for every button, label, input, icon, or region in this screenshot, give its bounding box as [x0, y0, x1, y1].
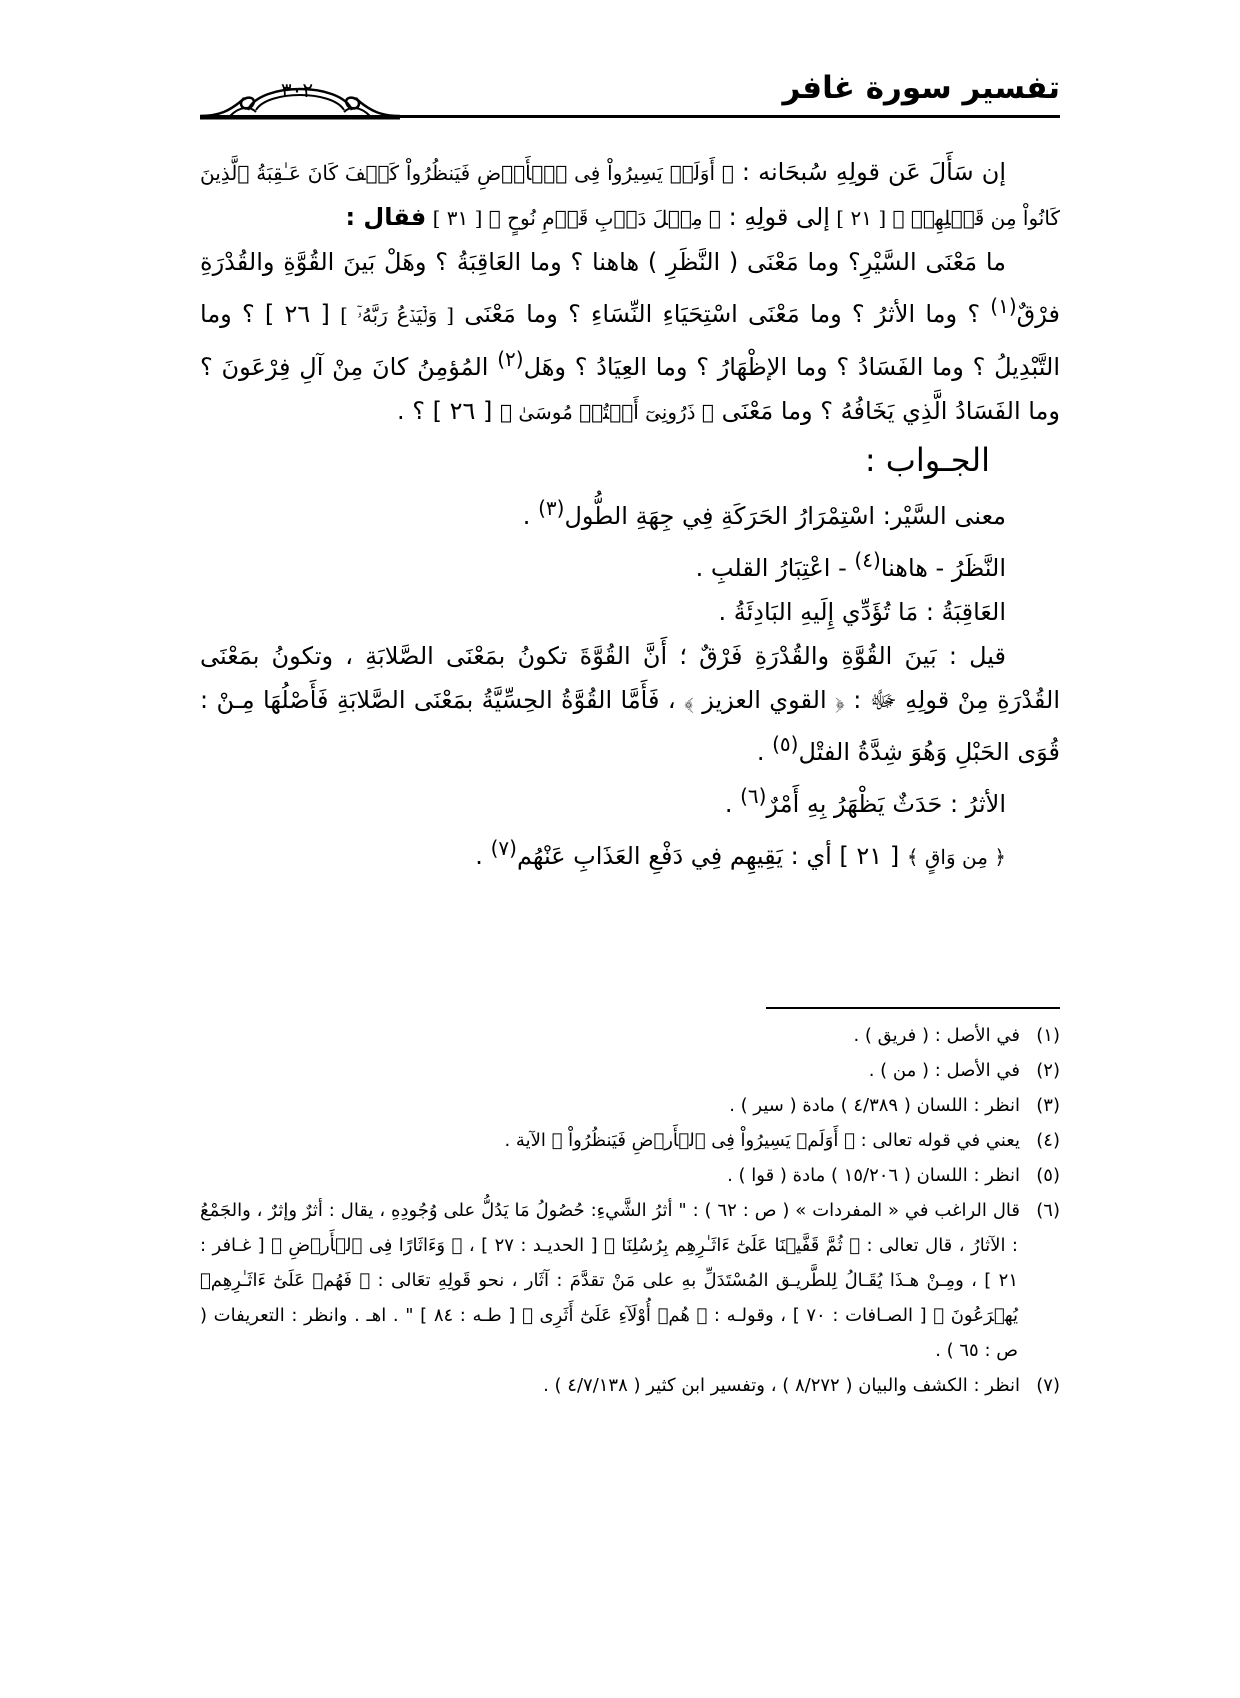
footnote-number: (١): [1036, 1025, 1060, 1046]
verse-quote: ﴿ أَوَلَمۡ يَسِيرُواْ فِى ٱلۡأَرۡضِ فَيَنظُرُواْ كَيۡفَ كَانَ عَـٰقِبَةُ ٱلَّذِينَ كَانُواْ مِن قَبۡلِهِمۡ ﴾: [200, 161, 1060, 230]
answer-quwwa-end: .: [756, 738, 773, 766]
footnote-text: انظر : اللسان ( ٤/٣٨٩ ) مادة ( سير ) .: [729, 1095, 1020, 1116]
answer-nazar-end: - اعْتِبَارُ القلبِ .: [695, 554, 855, 582]
header-title: تفسير سورة غافر: [782, 70, 1060, 106]
footnote-number: (٧): [1036, 1375, 1060, 1396]
footnote-1: [200, 1018, 1060, 1053]
footnote-ref-1: (١): [990, 294, 1017, 318]
answer-waq-end: .: [475, 842, 491, 870]
footnote-ref-3: (٣): [538, 496, 565, 520]
footnote-ref-4: (٤): [854, 548, 881, 572]
page-header: [200, 70, 1060, 120]
verse-quote-2: ﴿ مِثۡلَ دَأۡبِ قَوۡمِ نُوحٍ ﴾: [488, 206, 721, 230]
footnote-4: [200, 1123, 1060, 1158]
question-intro-text: إن سَأَلَ عَن قولِهِ سُبحَانه :: [733, 158, 1006, 186]
footnote-text: يعني في قوله تعالى : ﴿ أَوَلَمۡ يَسِيرُواْ فِى ٱلۡأَرۡضِ فَيَنظُرُواْ ﴾ الآية .: [504, 1130, 1020, 1151]
footnote-number: (٦): [1036, 1200, 1060, 1221]
footnote-ref-6: (٦): [740, 784, 767, 808]
questions-text-b: ؟ وما الأثرُ ؟ وما مَعْنَى اسْتِحَيَاءِ النِّسَاءِ ؟ وما مَعْنَى: [454, 300, 991, 328]
footnotes: [200, 1018, 1060, 1403]
footnote-5: [200, 1158, 1060, 1193]
verse-quote-4: ﴿ ذَرُونِىٓ أَقۡتُلۡ مُوسَىٰ ﴾: [499, 400, 714, 424]
answer-nazar-text: النَّظَرُ - هاهنا: [880, 554, 1006, 582]
footnote-text: في الأصل : ( من ) .: [868, 1060, 1020, 1081]
header-rule: [200, 115, 1060, 118]
answer-heading: الجـواب :: [864, 441, 990, 479]
verse-quote-3: [ وَلۡيَدۡعُ رَبَّهُۥٓ ]: [340, 303, 455, 327]
answer-quwwa: [200, 634, 1060, 774]
main-text: [200, 150, 1060, 879]
footnote-text: انظر : الكشف والبيان ( ٨/٢٧٢ ) ، وتفسير ابن كثير ( ٤/٧/١٣٨ ) .: [543, 1375, 1020, 1396]
verse-quote-5: ﴿ مِن وَاقٍ ﴾: [906, 845, 1006, 869]
footnote-text: قال الراغب في « المفردات » ( ص : ٦٢ ) : " أثرُ الشَّيءِ: حُصُولُ مَا يَدُلُّ على وُجُودِهِ ، يقال : أثرٌ وإثرٌ ، والجَمْعُ : الآثارُ ، قال تعالى : ﴿ ثُمَّ قَفَّيۡنَا عَلَىٰٓ ءَاثَـٰرِهِم بِرُسُلِنَا ﴾ [ الحديـد : ٢٧ ] ، ﴿ وَءَاثَارًا فِى ٱلۡأَرۡضِ ﴾ [ غـافر : ٢١ ] ، ومِـنْ هـذَا يُقَـالُ لِلطَّريـق المُسْتَدَلِّ بهِ على مَنْ تقدَّمَ : آثَار ، نحو قَولِهِ تعَالى : ﴿ فَهُمۡ عَلَىٰٓ ءَاثَـٰرِهِمۡ يُهۡرَعُونَ ﴾ [ الصـافات : ٧٠ ] ، وقولـه : ﴿ هُمۡ أُوْلَآءِ عَلَىٰٓ أَثَرِى ﴾ [ طـه : ٨٤ ] " . اهـ . وانظر : التعريفات ( ص : ٦٥ ) .: [200, 1200, 1020, 1361]
answer-athar-end: .: [724, 790, 741, 818]
footnote-text: انظر : اللسان ( ١٥/٢٠٦ ) مادة ( قوا ) .: [727, 1165, 1020, 1186]
answer-nazar: [200, 538, 1060, 590]
footnote-7: [200, 1368, 1060, 1403]
answer-athar: [200, 774, 1060, 826]
page-number: ٣٠٢: [280, 78, 314, 102]
footnote-number: (٥): [1036, 1165, 1060, 1186]
answer-sayr-end: .: [522, 502, 539, 530]
questions-paragraph: [200, 240, 1060, 434]
answer-quwwa-text: قيل : بَينَ القُوَّةِ والقُدْرَةِ فَرْقٌ ؛ أَنَّ القُوَّةَ تكونُ بمَعْنَى الصَّلابَةِ ، وتكونُ بمَعْنَى القُدْرَةِ مِنْ قولِهِ ﷻ : ﴿ القوي العزيز ﴾ ، فَأَمَّا القُوَّةُ الحِسِّيَّةُ بمَعْنَى الصَّلابَةِ فَأَصْلُهَا مِـنْ : قُوَى الحَبْلِ وَهُوَ شِدَّةُ الفتْل: [200, 642, 1060, 766]
footnote-ref-7: (٧): [490, 836, 517, 860]
footnote-separator: [766, 1007, 1060, 1009]
answer-sayr-text: معنى السَّيْر: اسْتِمْرَارُ الحَرَكَةِ فِي جِهَةِ الطُّول: [564, 502, 1006, 530]
verse-ref-2: [ ٣١ ]: [426, 206, 489, 230]
answer-sayr: [200, 486, 1060, 538]
answer-aqiba: العَاقِبَةُ : مَا تُؤَدِّي إِلَيهِ البَادِئَةُ .: [718, 598, 1006, 626]
footnote-2: [200, 1053, 1060, 1088]
question-intro-mid: إلى قولِهِ :: [720, 203, 830, 231]
footnote-text: في الأصل : ( فريق ) .: [853, 1025, 1020, 1046]
questions-text-d: المُؤمِنُ كانَ مِنْ آلِ فِرْعَونَ ؟ وما الفَسَادُ الَّذِي يَخَافُهُ ؟ وما مَعْنَى: [200, 353, 1060, 425]
footnote-number: (٣): [1036, 1095, 1060, 1116]
verse-ref: [ ٢١ ]: [829, 206, 893, 230]
footnote-6: [200, 1193, 1060, 1368]
answer-waq: [200, 826, 1060, 879]
footnote-ref-2: (٢): [497, 347, 524, 371]
question-intro-end: فقال :: [345, 203, 427, 231]
footnote-ref-5: (٥): [772, 732, 799, 756]
question-intro: [200, 150, 1060, 240]
answer-waq-text: [ ٢١ ] أي : يَقِيهِم فِي دَفْعِ العَذَابِ عَنْهُم: [516, 842, 907, 870]
footnote-number: (٤): [1036, 1130, 1060, 1151]
questions-text-a: ما مَعْنَى السَّيْرِ؟ وما مَعْنَى ( النَّظَرِ ) هاهنا ؟ وما العَاقِبَةُ ؟ وهَلْ بَينَ القُوَّةِ والقُدْرَةِ فرْقٌ: [200, 248, 1061, 328]
footnote-number: (٢): [1036, 1060, 1060, 1081]
footnote-3: [200, 1088, 1060, 1123]
questions-text-c: [ ٢٦ ] ؟ وما التَّبْدِيلُ ؟ وما الفَسَادُ ؟ وما الإظْهَارُ ؟ وما العِيَادُ ؟ وهَل: [200, 300, 1060, 381]
questions-text-e: [ ٢٦ ] ؟ .: [396, 397, 500, 425]
answer-athar-text: الأثرُ : حَدَثٌ يَظْهَرُ بِهِ أَمْرٌ: [766, 790, 1006, 818]
